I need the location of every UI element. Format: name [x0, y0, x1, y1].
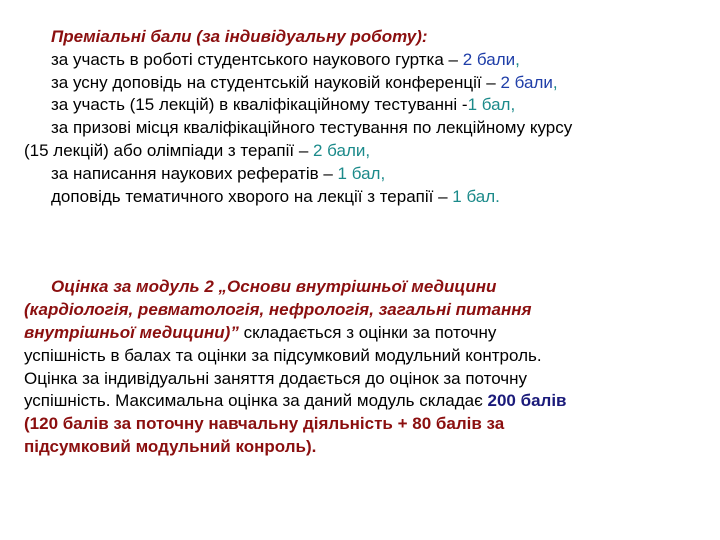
- bonus-item-tail: ,: [552, 72, 558, 92]
- bonus-item-text: за написання наукових рефератів –: [51, 163, 338, 183]
- module-max-score: 200 балів: [487, 391, 567, 411]
- module-body-line: [24, 345, 700, 368]
- bonus-item-continued: [24, 140, 700, 163]
- module-body-text: Оцінка за індивідуальні заняття додається до оцінок за поточну: [24, 368, 528, 388]
- bonus-item: [24, 117, 700, 140]
- bonus-item: [24, 94, 700, 117]
- slide-content: [24, 26, 700, 459]
- spacer: [24, 208, 700, 276]
- module-body-text: складається з оцінки за поточну: [238, 322, 497, 342]
- bonus-item-points: 2 бали: [500, 72, 553, 92]
- bonus-heading: [24, 26, 700, 49]
- module-title-line: [24, 322, 700, 345]
- module-title-text: Оцінка за модуль 2 „Основи внутрішньої медицини: [51, 277, 497, 297]
- bonus-item-text: доповідь тематичного хворого на лекції з терапії –: [51, 186, 453, 206]
- module-breakdown-text: підсумковий модульний конроль).: [24, 436, 317, 456]
- module-breakdown-text: (120 балів за поточну навчальну діяльність + 80 балів за: [24, 414, 505, 434]
- module-body-line: [24, 390, 700, 413]
- bonus-item-points: 1 бал,: [337, 163, 386, 183]
- module-title-line: [24, 276, 700, 299]
- module-score-breakdown: [24, 413, 700, 436]
- bonus-item-points: 1 бал,: [467, 95, 516, 115]
- module-body-text: успішність. Максимальна оцінка за даний модуль складає: [24, 391, 488, 411]
- bonus-item-text: за участь (15 лекцій) в кваліфікаційному тестуванні -: [51, 95, 468, 115]
- bonus-item-text: за усну доповідь на студентській науковій конференції –: [51, 72, 501, 92]
- bonus-item: [24, 72, 700, 95]
- bonus-item-tail: ,: [515, 49, 520, 69]
- module-title-line: [24, 299, 700, 322]
- bonus-item: [24, 186, 700, 209]
- bonus-heading-text: Преміальні бали (за індивідуальну роботу):: [51, 27, 428, 46]
- bonus-item: [24, 163, 700, 186]
- module-title-text: внутрішньої медицини)”: [24, 322, 239, 342]
- bonus-item-points: 2 бали: [462, 49, 516, 69]
- bonus-item-points: 2 бали,: [313, 140, 371, 160]
- bonus-item-points: 1 бал.: [452, 186, 500, 206]
- bonus-item-text: за участь в роботі студентського наукового гуртка –: [51, 49, 463, 69]
- module-score-breakdown: [24, 436, 700, 459]
- bonus-item-text: за призові місця кваліфікаційного тестування по лекційному курсу: [51, 118, 573, 138]
- module-body-text: успішність в балах та оцінки за підсумковий модульний контроль.: [24, 345, 542, 365]
- module-body-line: [24, 368, 700, 391]
- module-title-text: (кардіологія, ревматологія, нефрологія, загальні питання: [24, 300, 532, 320]
- bonus-item-text: (15 лекцій) або олімпіади з терапії –: [24, 140, 313, 160]
- bonus-item: [24, 49, 700, 72]
